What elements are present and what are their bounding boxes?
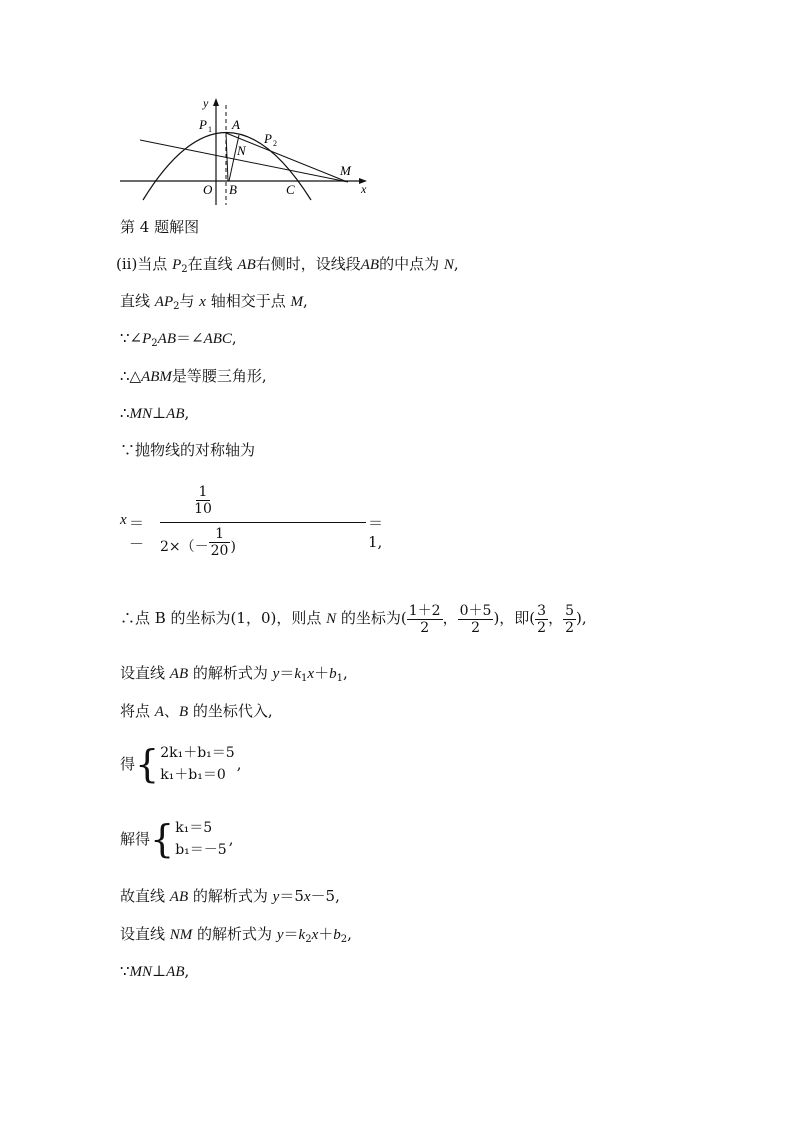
left-brace: { — [135, 742, 160, 786]
label-b: B — [229, 182, 237, 197]
label-c: C — [286, 182, 295, 197]
big-fraction-numerator: 1 10 — [194, 484, 212, 517]
line-isosceles: ∴△ABM是等腰三角形, — [120, 367, 267, 385]
line-substitute: 将点 A、B 的坐标代入, — [120, 702, 273, 720]
big-fraction-denominator: 2×（－ $\frac{1}{20}$ ) — [160, 526, 236, 559]
line-nm-formula: 设直线 NM 的解析式为 $y=k_2x+b_2$, — [120, 925, 352, 945]
label-p2: P — [264, 131, 272, 146]
label-o: O — [203, 182, 213, 197]
label-a: A — [232, 117, 240, 132]
left-brace: { — [150, 817, 175, 861]
figure-caption: 第 4 题解图 — [120, 218, 200, 236]
label-p2-sub: 2 — [273, 139, 277, 148]
line-perpendicular: ∴MN⊥AB, — [120, 404, 190, 422]
label-n: N — [237, 143, 246, 158]
y-axis-arrow — [213, 98, 219, 106]
label-p1-sub: 1 — [208, 125, 212, 134]
system-equations-1: 得 { 2k₁＋b₁＝5 k₁＋b₁＝0 , — [120, 742, 242, 786]
line-case-ii: (ii)当点 $P_2$在直线 AB右侧时，设线段AB的中点为 N, — [116, 255, 459, 275]
system-equations-2: 解得 { k₁＝5 b₁＝－5 , — [120, 817, 234, 861]
label-m: M — [340, 163, 351, 178]
label-y: y — [203, 96, 209, 110]
line-ab-formula: 设直线 AB 的解析式为 $y=k_1x+b_1$, — [120, 664, 348, 684]
label-p1: P — [199, 117, 207, 132]
line-angle-equal: $\because\angle P_2AB=\angle ABC$, — [120, 329, 237, 349]
line-point-b-n: ∴点 B 的坐标为(1，0)，则点 N 的坐标为( $\frac{1+2}{2}$ ， $\frac{0+5}{2}$ )，即( $\frac{3}{2}$ ， $\frac{5}{2}$ ), — [120, 602, 587, 636]
main-fraction-bar — [160, 522, 366, 523]
line-mn-perp: ∵MN⊥AB, — [120, 962, 190, 980]
line-ab-result: 故直线 AB 的解析式为 y＝5x－5, — [120, 887, 340, 905]
parabola-figure — [115, 95, 375, 213]
line-ap2-m: 直线 $AP_2$与 x 轴相交于点 M, — [120, 292, 308, 312]
label-x: x — [361, 182, 367, 196]
line-symmetry-axis: ∵抛物线的对称轴为 — [120, 441, 256, 459]
